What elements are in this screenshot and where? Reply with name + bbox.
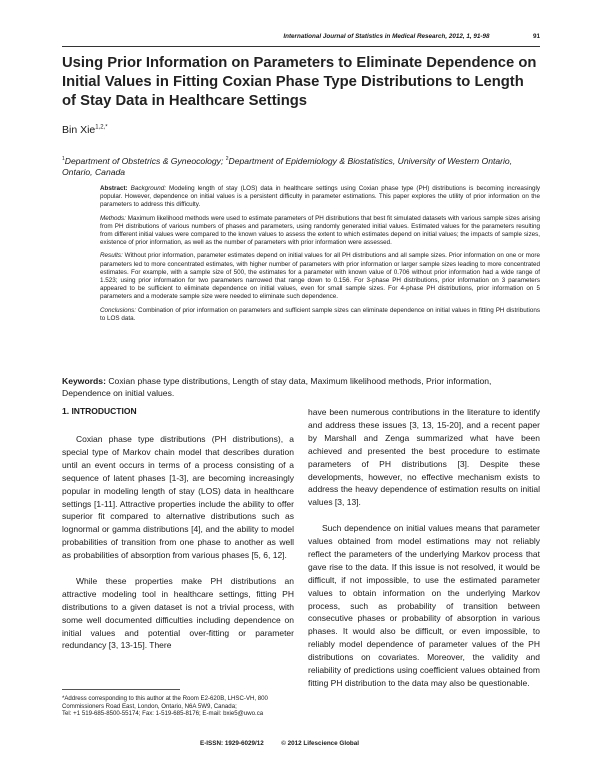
paragraph: Coxian phase type distributions (PH distributions), a special type of Markov chain model that describes duration until an event occurs in terms of a process consisting of a sequence of latent phases [1-3], are becoming increasingly popular in modeling length of stay (LOS) data in healthcare settings [1-11]. Attractive properties include the ability to offer superior fit compared to alternative distributions such as lognormal or gamma distributions [4], and the ability to model probabilities of transition from one phase to another as well as probabilities of absorption from various phases [5, 6, 12]. xyxy=(62,434,294,561)
affiliation-2: Department of Epidemiology & Biostatistics, University of Western Ontario, Ontario, Canada xyxy=(62,155,513,178)
paragraph: have been numerous contributions in the literature to identify and address these issues [3, 13, 15-20], and a recent paper by Marshall and Zenga summarized what have been achieved and presented the best procedure to estimate parameters of PH distributions [3]. Despite these developments, however, no effective mechanism exists to address the heavy dependence of estimation results on initial values [3, 13]. xyxy=(308,407,540,508)
running-head xyxy=(62,33,540,40)
page-footer xyxy=(200,740,480,747)
keywords xyxy=(62,376,540,399)
abstract-conclusions xyxy=(100,307,540,323)
affiliations xyxy=(62,154,540,179)
results-text: Without prior information, parameter estimates depend on initial values for all PH distributions and all sample sizes. Prior information on one or more parameters led to more concentrated estimates, with higher number of parameters with prior information or larger sample sizes leading to more concentrated estimates. For example, with a sample size of 500, the estimates for a parameter with known value of 0.706 without prior information had a wide range of 1.523; using prior information for two parameters narrowed that range down to 0.156. For 3-phase PH distributions, prior information on 3 parameters appeared to be sufficient to eliminate dependence on initial values, even for small sample sizes. For 4-phase PH distributions, prior information on 5 parameters and a moderate sample size were needed to eliminate such dependence. xyxy=(100,252,540,301)
results-label: Results: xyxy=(100,252,123,260)
affiliation-1: Department of Obstetrics & Gyneocology; xyxy=(64,155,224,166)
journal-year-volume-pages: 2012, 1, 91-98 xyxy=(448,33,490,40)
article-title: Using Prior Information on Parameters to Eliminate Dependence on Initial Values in Fitting Coxian Phase Type Distributions to Length of Stay Data in Healthcare Settings xyxy=(62,55,537,109)
conclusions-label: Conclusions: xyxy=(100,306,137,314)
background-text: Modeling length of stay (LOS) data in healthcare settings using Coxian phase type (PH) distributions is becoming increasingly popular. However, dependence on initial values is a persistent difficulty in parameter estimations. This paper explores the utility of prior information on the parameters to address this difficulty. xyxy=(100,185,541,209)
methods-label: Methods: xyxy=(100,214,126,222)
footnote-contact: Tel: +1 519-685-8500-55174; Fax: 1-519-685-8176; E-mail: bxie5@uwo.ca xyxy=(62,710,264,718)
methods-text: Maximum likelihood methods were used to estimate parameters of PH distributions that best fit simulated datasets with various sample sizes arising from PH distributions of various numbers of phases and parameters, using randomly generated initial values. Estimated values for the parameters resulting from different initial values were compared to the known values to assess the extent to which estimates depend on initial values; the impacts of sample sizes, existence of prior information, as well as the number of parameters with prior information were assessed. xyxy=(100,214,541,247)
keywords-label: Keywords: xyxy=(62,376,106,386)
background-label: Background: xyxy=(130,185,167,192)
abstract-results xyxy=(100,252,540,301)
author-line xyxy=(62,124,108,136)
abstract-label: Abstract: xyxy=(100,185,128,192)
journal-name: International Journal of Statistics in Medical Research, xyxy=(283,33,448,40)
author-name: Bin Xie xyxy=(62,124,96,136)
footnote-rule xyxy=(62,689,180,690)
affiliation-2-mark: 2 xyxy=(225,156,229,162)
paragraph: Such dependence on initial values means that parameter values obtained from model estimations may not reliably reflect the parameters of the underlying Markov process that gave rise to the data. If this issue is not resolved, it would be difficult, if not impossible, to use the estimated parameter values to obtain information on the underlying Markov process, such as probability of transition between consecutive phases or probability of absorption in various phases. It would also be difficult, or even impossible, to reliably model dependence of parameter values of the PH distributions on covariates. Moreover, the validity and reliability of predictions using coefficient values obtained from fitting PH distribution to the data may also be questionable. xyxy=(308,523,540,689)
left-column xyxy=(62,405,294,665)
abstract-background xyxy=(100,185,540,210)
copyright: © 2012 Lifescience Global xyxy=(281,740,360,747)
abstract xyxy=(100,185,540,328)
section-heading: 1. INTRODUCTION xyxy=(62,406,137,416)
abstract-methods xyxy=(100,215,540,248)
paragraph: While these properties make PH distributions an attractive modeling tool in healthcare settings, fitting PH distributions to a given dataset is not a trivial process, with some well documented difficulties including dependence on initial values and potential over-fitting or parameter redundancy [3, 13-15]. There xyxy=(62,575,294,651)
conclusions-text: Combination of prior information on parameters and sufficient sample sizes can eliminate dependence on initial values in fitting PH distributions to LOS data. xyxy=(100,306,541,322)
footnote-address: *Address corresponding to this author at the Room E2-620B, LHSC-VH, 800 Commissioners Road East, London, Ontario, N6A 5W9, Canada; xyxy=(62,695,268,710)
keywords-text: Coxian phase type distributions, Length of stay data, Maximum likelihood methods, Prior information, Dependence on initial values. xyxy=(62,376,492,398)
affiliation-1-mark: 1 xyxy=(62,156,65,162)
footnote xyxy=(62,695,294,718)
issn: E-ISSN: 1929-6029/12 xyxy=(200,740,264,747)
page-number: 91 xyxy=(532,33,540,40)
author-affiliation-marks: 1,2,* xyxy=(95,124,108,131)
right-column xyxy=(308,406,540,703)
header-rule xyxy=(62,46,540,47)
